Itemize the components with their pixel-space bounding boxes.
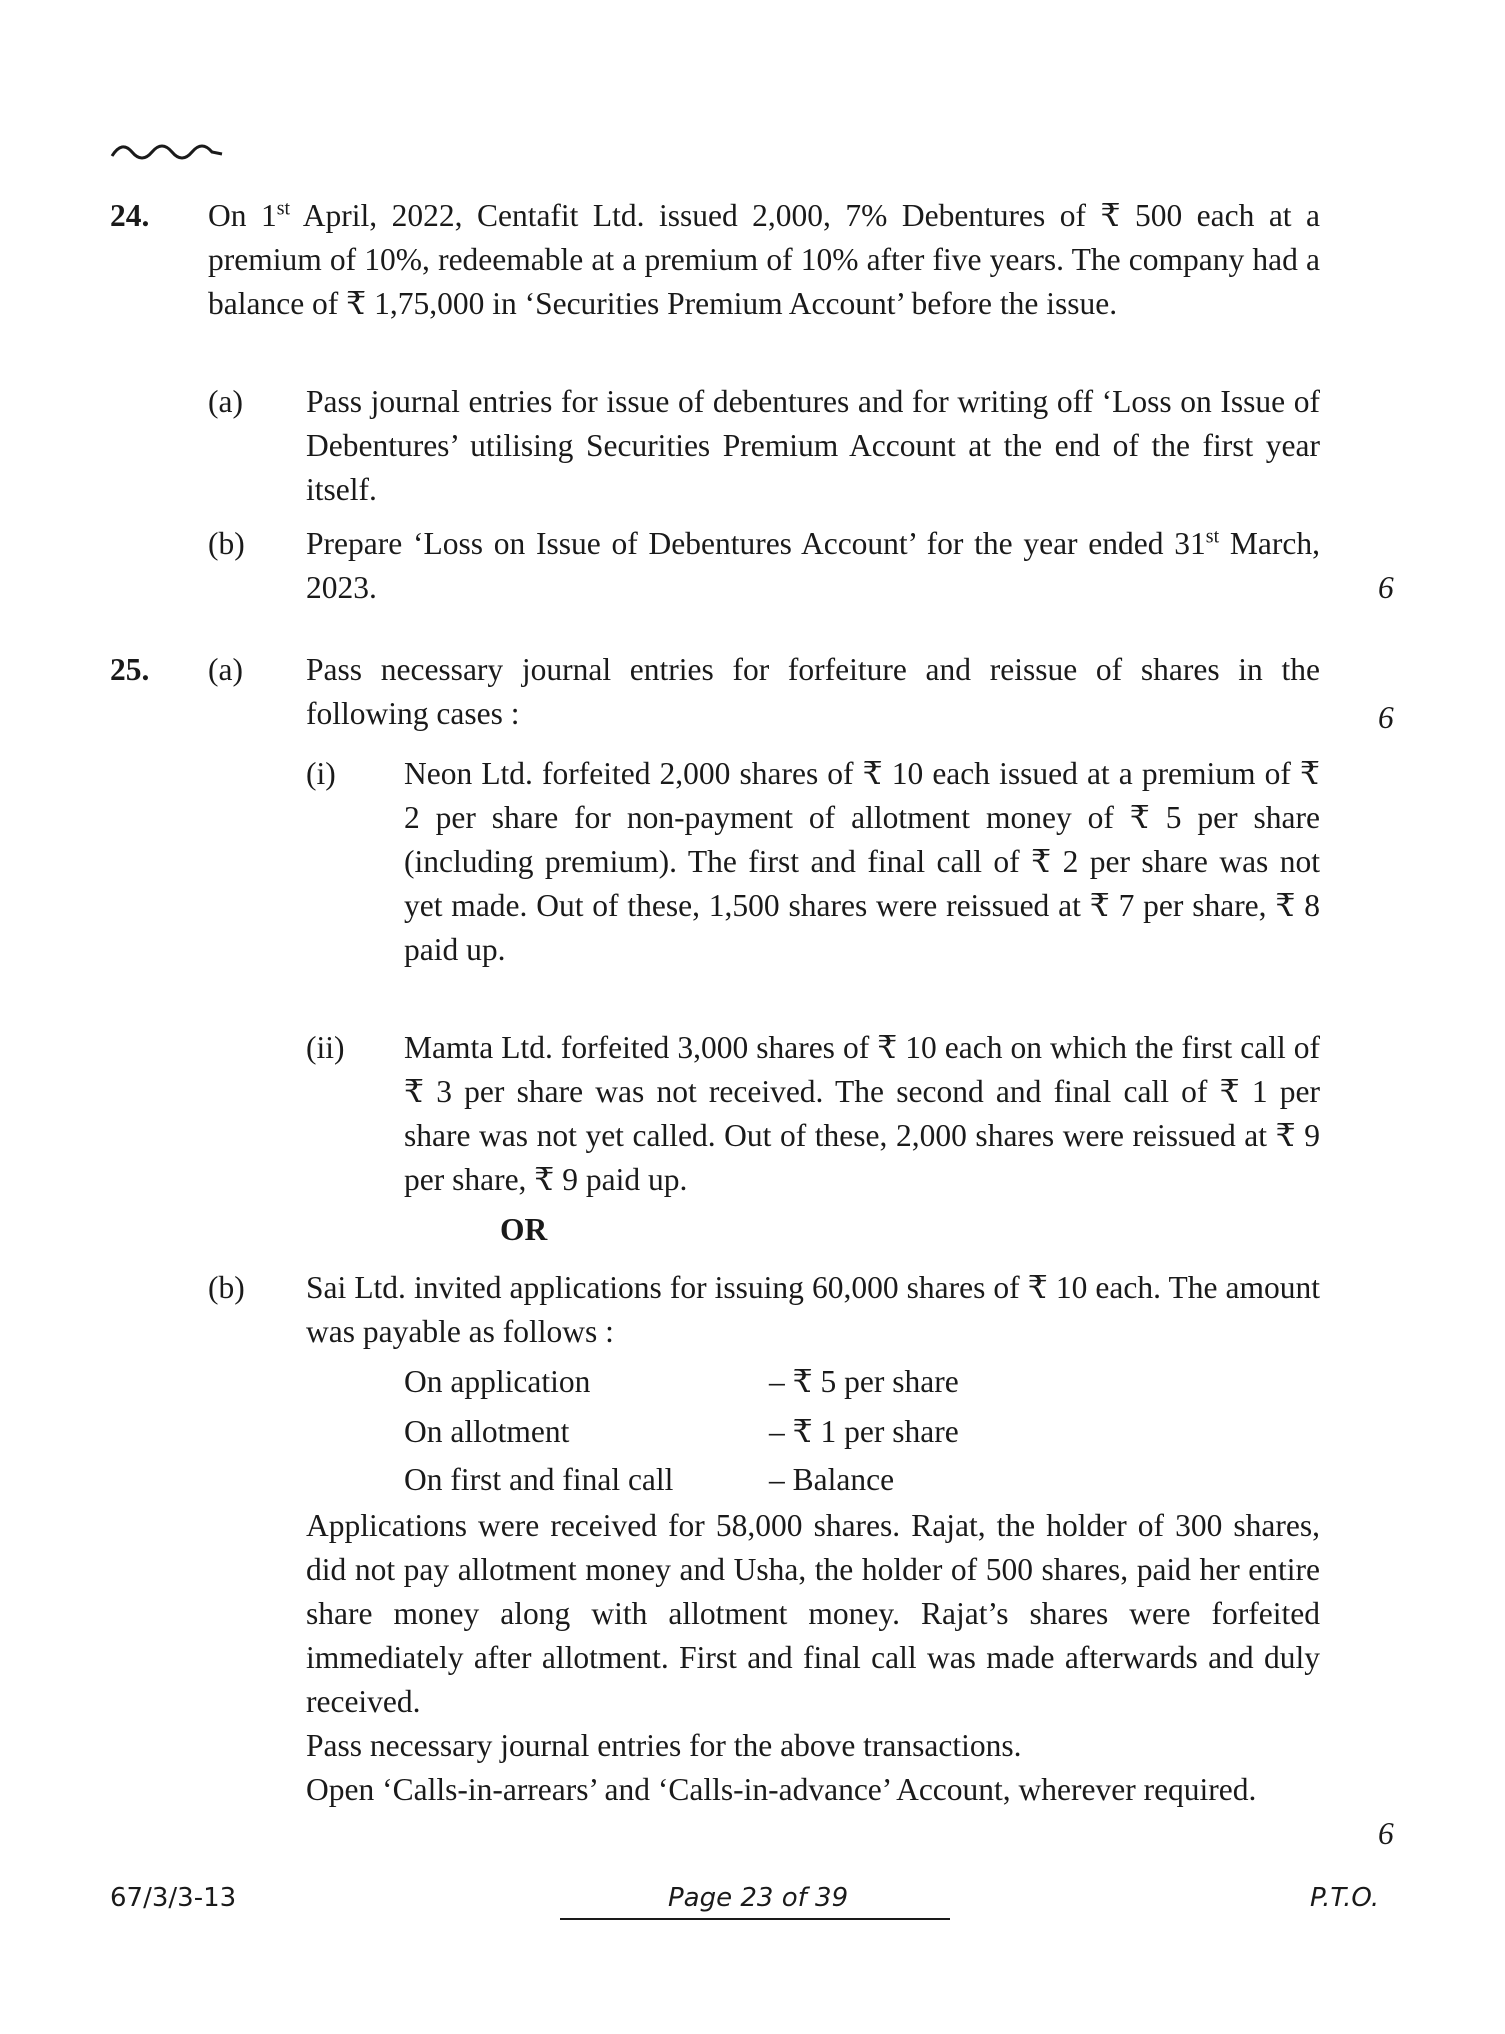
question-25-i-label: (i) xyxy=(306,756,336,791)
question-25-b-label: (b) xyxy=(208,1270,245,1305)
question-25-ii-text: Mamta Ltd. forfeited 3,000 shares of ₹ 10 each on which the first call of ₹ 3 per share was not received. The second and final call of ₹ 1 per share was not yet called. Out of these, 2,000 shares were reissued at ₹ 9 per share, ₹ 9 paid up. xyxy=(404,1030,1320,1197)
question-25-b-paragraph-1: Applications were received for 58,000 shares. Rajat, the holder of 300 shares, did not pay allotment money and Usha, the holder of 500 shares, paid her entire share money along with allotment money. Rajat’s shares were forfeited immediately after allotment. First and final call was made afterwards and duly received. xyxy=(306,1508,1320,1719)
schedule-row xyxy=(404,1458,895,1502)
or-divider: OR xyxy=(500,1212,548,1247)
footer-divider xyxy=(560,1918,950,1920)
question-25-i-text: Neon Ltd. forfeited 2,000 shares of ₹ 10 each issued at a premium of ₹ 2 per share for non-payment of allotment money of ₹ 5 per share (including premium). The first and final call of ₹ 2 per share was not yet made. Out of these, 1,500 shares were reissued at ₹ 7 per share, ₹ 8 paid up. xyxy=(404,756,1320,967)
page-number: Page 23 of 39 xyxy=(668,1883,849,1913)
paper-code: 67/3/3-13 xyxy=(110,1883,237,1913)
question-25-a-label: (a) xyxy=(208,652,243,687)
question-24-a-text: Pass journal entries for issue of debentures and for writing off ‘Loss on Issue of Debentures’ utilising Securities Premium Account at the end of the first year itself. xyxy=(306,384,1320,507)
schedule-stage: On first and final call xyxy=(404,1462,674,1497)
question-25-b-text: Sai Ltd. invited applications for issuing 60,000 shares of ₹ 10 each. The amount was payable as follows : xyxy=(306,1270,1320,1349)
schedule-row xyxy=(404,1360,959,1404)
question-25-b-marks: 6 xyxy=(1378,1816,1394,1851)
schedule-amount: – ₹ 1 per share xyxy=(769,1414,959,1449)
question-25-a-marks: 6 xyxy=(1378,700,1394,735)
question-24-number: 24. xyxy=(110,198,150,233)
question-25-a-text: Pass necessary journal entries for forfeiture and reissue of shares in the following cases : xyxy=(306,652,1320,731)
schedule-amount: – Balance xyxy=(769,1462,895,1497)
pto-label: P.T.O. xyxy=(1310,1883,1380,1913)
question-25-ii-label: (ii) xyxy=(306,1030,345,1065)
question-24-b-label: (b) xyxy=(208,526,245,561)
schedule-row xyxy=(404,1410,959,1454)
schedule-stage: On application xyxy=(404,1364,591,1399)
question-25-number: 25. xyxy=(110,652,150,687)
schedule-amount: – ₹ 5 per share xyxy=(769,1364,959,1399)
question-24-a-label: (a) xyxy=(208,384,243,419)
schedule-stage: On allotment xyxy=(404,1414,570,1449)
wave-mark-icon xyxy=(110,134,228,168)
question-25-b-paragraph-3: Open ‘Calls-in-arrears’ and ‘Calls-in-advance’ Account, wherever required. xyxy=(306,1772,1257,1807)
question-24-marks: 6 xyxy=(1378,570,1394,605)
question-25-b-paragraph-2: Pass necessary journal entries for the above transactions. xyxy=(306,1728,1022,1763)
question-24-text: On 1st April, 2022, Centafit Ltd. issued 2,000, 7% Debentures of ₹ 500 each at a premium of 10%, redeemable at a premium of 10% after five years. The company had a balance of ₹ 1,75,000 in ‘Securities Premium Account’ before the issue. xyxy=(208,197,1320,321)
question-24-b-text: Prepare ‘Loss on Issue of Debentures Account’ for the year ended 31st March, 2023. xyxy=(306,525,1320,605)
